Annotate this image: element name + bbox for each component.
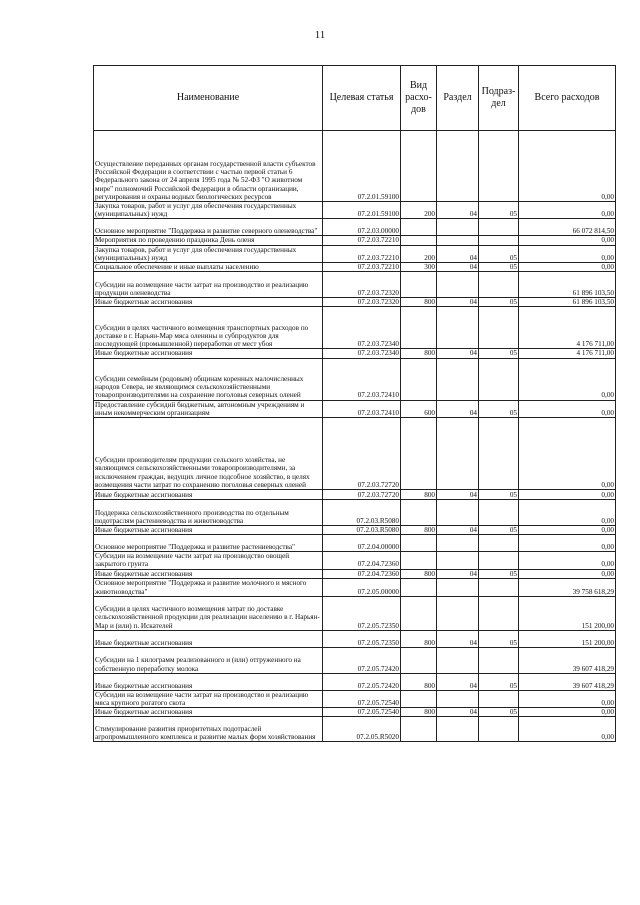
table-cell-target: 07.2.01.59100 [323,202,401,219]
table-cell-subsection: 05 [479,630,519,647]
table-cell-name: Субсидии на возмещение части затрат на производство овощей закрытого грунта [94,552,323,569]
table-cell-name: Мероприятия по проведению праздника День оленя [94,236,323,245]
table-cell-total: 0,00 [519,131,616,202]
table-row [94,131,616,202]
table-cell-subsection [479,358,519,400]
table-cell-target: 07.2.05.72350 [323,630,401,647]
table-cell-total: 0,00 [519,690,616,707]
table-cell-type: 600 [401,400,437,417]
table-cell-section [437,236,479,245]
table-cell-total: 66 072 814,50 [519,219,616,236]
table-cell-section: 04 [437,630,479,647]
table-cell-name: Субсидии семейным (родовым) общинам коренных малочисленных народов Севера, не являющимся сельскохозяйственными товаропроизводителями на сохранение поголовья северных оленей [94,358,323,400]
table-cell-total: 0,00 [519,500,616,526]
table-cell-type: 800 [401,708,437,717]
table-cell-section: 04 [437,245,479,262]
table-cell-section [437,690,479,707]
table-cell-name: Стимулирование развития приоритетных подотраслей агропромышленного комплекса и развитие малых форм хозяйствования [94,717,323,742]
table-row [94,307,616,349]
table-row [94,569,616,578]
table-cell-section [437,272,479,298]
table-cell-total: 61 896 103,50 [519,298,616,307]
table-cell-total: 0,00 [519,263,616,272]
table-cell-total: 4 176 711,00 [519,349,616,358]
table-cell-name: Осуществление переданных органам государственной власти субъектов Российской Федерации в соответствии с частью первой статьи 6 Федерального закона от 24 апреля 1995 года № 52-ФЗ "О животном мире" полномочий Российской Федерации в области организации, регулирования и охраны водных биологических ресурсов [94,131,323,202]
table-cell-type: 800 [401,569,437,578]
table-cell-type [401,596,437,630]
header-type: Вид расхо-дов [401,66,437,131]
table-cell-subsection: 05 [479,569,519,578]
table-cell-subsection [479,307,519,349]
table-cell-type [401,418,437,490]
table-cell-type [401,307,437,349]
table-cell-subsection [479,690,519,707]
table-cell-type: 200 [401,245,437,262]
table-cell-subsection [479,647,519,673]
table-cell-type: 800 [401,526,437,535]
table-cell-name: Субсидии на возмещение части затрат на производство и реализацию мяса крупного рогатого скота [94,690,323,707]
table-cell-name: Субсидии в целях частичного возмещения транспортных расходов по доставке в г. Нарьян-Мар мяса оленины и субпродуктов для последующей (промышленной) переработки от мест убоя [94,307,323,349]
table-cell-section: 04 [437,490,479,500]
table-row [94,349,616,358]
table-cell-subsection: 05 [479,490,519,500]
table-cell-name: Иные бюджетные ассигнования [94,673,323,690]
table-cell-target: 07.2.03.72720 [323,490,401,500]
table-cell-section: 04 [437,298,479,307]
table-cell-total: 39 607 418,29 [519,647,616,673]
table-cell-name: Основное мероприятие "Поддержка и развитие молочного и мясного животноводства" [94,578,323,596]
header-section: Раздел [437,66,479,131]
table-cell-target: 07.2.05.72540 [323,690,401,707]
table-cell-name: Иные бюджетные ассигнования [94,708,323,717]
table-cell-type: 300 [401,263,437,272]
table-cell-target: 07.2.04.72360 [323,552,401,569]
table-cell-section: 04 [437,708,479,717]
table-cell-subsection [479,500,519,526]
table-cell-subsection: 05 [479,245,519,262]
table-cell-total: 0,00 [519,245,616,262]
table-cell-type: 800 [401,298,437,307]
table-cell-target: 07.2.03.72340 [323,307,401,349]
table-cell-target: 07.2.05.R5020 [323,717,401,742]
table-cell-target: 07.2.03.72210 [323,263,401,272]
table-row [94,552,616,569]
table-cell-target: 07.2.05.72420 [323,673,401,690]
table-cell-section [437,647,479,673]
table-cell-subsection [479,578,519,596]
table-cell-total: 151 200,00 [519,596,616,630]
table-cell-section [437,418,479,490]
table-row [94,708,616,717]
table-cell-name: Основное мероприятие "Поддержка и развитие растениеводства" [94,535,323,552]
table-cell-target: 07.2.03.72410 [323,358,401,400]
table-cell-total: 0,00 [519,569,616,578]
table-cell-total: 39 607 418,29 [519,673,616,690]
table-row [94,298,616,307]
table-row [94,418,616,490]
table-row [94,358,616,400]
table-cell-name: Иные бюджетные ассигнования [94,526,323,535]
table-cell-total: 0,00 [519,708,616,717]
header-subsection: Подраз-дел [479,66,519,131]
table-row [94,272,616,298]
table-cell-target: 07.2.03.72210 [323,245,401,262]
table-cell-name: Иные бюджетные ассигнования [94,490,323,500]
table-cell-target: 07.2.03.72320 [323,272,401,298]
table-row [94,526,616,535]
table-cell-type [401,535,437,552]
table-cell-name: Иные бюджетные ассигнования [94,349,323,358]
table-cell-section: 04 [437,349,479,358]
table-cell-section [437,535,479,552]
table-cell-target: 07.2.05.72350 [323,596,401,630]
table-cell-name: Закупка товаров, работ и услуг для обеспечения государственных (муниципальных) нужд [94,202,323,219]
table-cell-section: 04 [437,673,479,690]
table-cell-section [437,596,479,630]
table-cell-target: 07.2.04.72360 [323,569,401,578]
table-row [94,690,616,707]
table-cell-subsection: 05 [479,400,519,417]
table-cell-type [401,219,437,236]
header-target: Целевая статья [323,66,401,131]
table-cell-subsection [479,418,519,490]
table-row [94,673,616,690]
table-cell-name: Субсидии на возмещение части затрат на производство и реализацию продукции оленеводства [94,272,323,298]
table-cell-subsection: 05 [479,202,519,219]
table-row [94,630,616,647]
table-cell-name: Иные бюджетные ассигнования [94,569,323,578]
table-cell-subsection [479,552,519,569]
table-row [94,245,616,262]
table-cell-section [437,131,479,202]
table-row [94,500,616,526]
table-cell-subsection: 05 [479,708,519,717]
table-row [94,202,616,219]
table-cell-target: 07.2.03.72320 [323,298,401,307]
table-cell-target: 07.2.01.59100 [323,131,401,202]
table-cell-total: 0,00 [519,236,616,245]
table-cell-subsection: 05 [479,349,519,358]
table-cell-type: 800 [401,490,437,500]
budget-table [93,65,616,742]
table-cell-target: 07.2.04.00000 [323,535,401,552]
table-cell-section: 04 [437,400,479,417]
table-row [94,490,616,500]
table-cell-name: Иные бюджетные ассигнования [94,630,323,647]
table-cell-type [401,131,437,202]
table-cell-name: Поддержка сельскохозяйственного производства по отдельным подотраслям растениеводства и животноводства [94,500,323,526]
table-cell-type: 800 [401,349,437,358]
table-cell-type [401,272,437,298]
table-cell-type [401,236,437,245]
table-cell-name: Социальное обеспечение и иные выплаты населению [94,263,323,272]
table-cell-subsection [479,131,519,202]
table-row [94,400,616,417]
table-cell-subsection [479,596,519,630]
table-cell-subsection [479,717,519,742]
table-cell-total: 0,00 [519,418,616,490]
table-cell-target: 07.2.03.R5080 [323,526,401,535]
table-cell-total: 0,00 [519,526,616,535]
table-cell-target: 07.2.05.72540 [323,708,401,717]
table-cell-section: 04 [437,569,479,578]
table-row [94,219,616,236]
table-cell-total: 151 200,00 [519,630,616,647]
table-cell-section [437,578,479,596]
table-cell-section [437,500,479,526]
table-cell-total: 4 176 711,00 [519,307,616,349]
table-cell-total: 0,00 [519,358,616,400]
table-cell-subsection: 05 [479,526,519,535]
table-cell-type [401,552,437,569]
table-row [94,647,616,673]
table-cell-target: 07.2.03.R5080 [323,500,401,526]
table-cell-section: 04 [437,526,479,535]
table-header-row [94,66,616,131]
table-cell-section: 04 [437,263,479,272]
table-cell-total: 0,00 [519,535,616,552]
table-cell-name: Субсидии на 1 килограмм реализованного и (или) отгруженного на собственную переработку молока [94,647,323,673]
table-row [94,535,616,552]
table-cell-type [401,500,437,526]
table-cell-target: 07.2.03.72720 [323,418,401,490]
table-cell-subsection: 05 [479,673,519,690]
table-cell-section [437,717,479,742]
table-cell-target: 07.2.05.00000 [323,578,401,596]
table-cell-total: 0,00 [519,400,616,417]
table-cell-name: Закупка товаров, работ и услуг для обеспечения государственных (муниципальных) нужд [94,245,323,262]
table-cell-type [401,690,437,707]
table-cell-type: 200 [401,202,437,219]
table-cell-type [401,578,437,596]
table-row [94,263,616,272]
table-cell-subsection [479,535,519,552]
table-cell-type [401,647,437,673]
table-cell-section [437,307,479,349]
table-cell-total: 0,00 [519,717,616,742]
table-cell-target: 07.2.03.72210 [323,236,401,245]
table-cell-section [437,219,479,236]
table-cell-name: Основное мероприятие "Поддержка и развитие северного оленеводства" [94,219,323,236]
table-cell-name: Иные бюджетные ассигнования [94,298,323,307]
header-name: Наименование [94,66,323,131]
table-cell-total: 0,00 [519,202,616,219]
table-cell-target: 07.2.03.72340 [323,349,401,358]
table-cell-type: 800 [401,673,437,690]
table-cell-subsection: 05 [479,298,519,307]
page-number: 11 [314,29,326,41]
table-cell-name: Субсидии в целях частичного возмещения затрат по доставке сельскохозяйственной продукции для реализации населению в г. Нарьян-Мар и (или) п. Искателей [94,596,323,630]
table-cell-target: 07.2.03.72410 [323,400,401,417]
table-cell-total: 0,00 [519,552,616,569]
table-cell-target: 07.2.05.72420 [323,647,401,673]
table-row [94,578,616,596]
table-cell-section [437,552,479,569]
table-cell-type [401,358,437,400]
table-cell-total: 0,00 [519,490,616,500]
table-cell-name: Субсидии производителям продукции сельского хозяйства, не являющимся сельскохозяйственными товаропроизводителями, за исключением граждан, ведущих личное подсобное хозяйство, в целях возмещения части затрат по сохранению поголовья северных оленей [94,418,323,490]
table-cell-subsection [479,219,519,236]
table-row [94,717,616,742]
table-row [94,236,616,245]
table-cell-total: 39 758 618,29 [519,578,616,596]
table-cell-type: 800 [401,630,437,647]
table-cell-total: 61 896 103,50 [519,272,616,298]
table-cell-subsection [479,236,519,245]
table-cell-section: 04 [437,202,479,219]
table-cell-subsection [479,272,519,298]
table-cell-target: 07.2.03.00000 [323,219,401,236]
table-cell-subsection: 05 [479,263,519,272]
table-cell-type [401,717,437,742]
table-cell-section [437,358,479,400]
table-cell-name: Предоставление субсидий бюджетным, автономным учреждениям и иным некоммерческим организациям [94,400,323,417]
header-total: Всего расходов [519,66,616,131]
table-row [94,596,616,630]
